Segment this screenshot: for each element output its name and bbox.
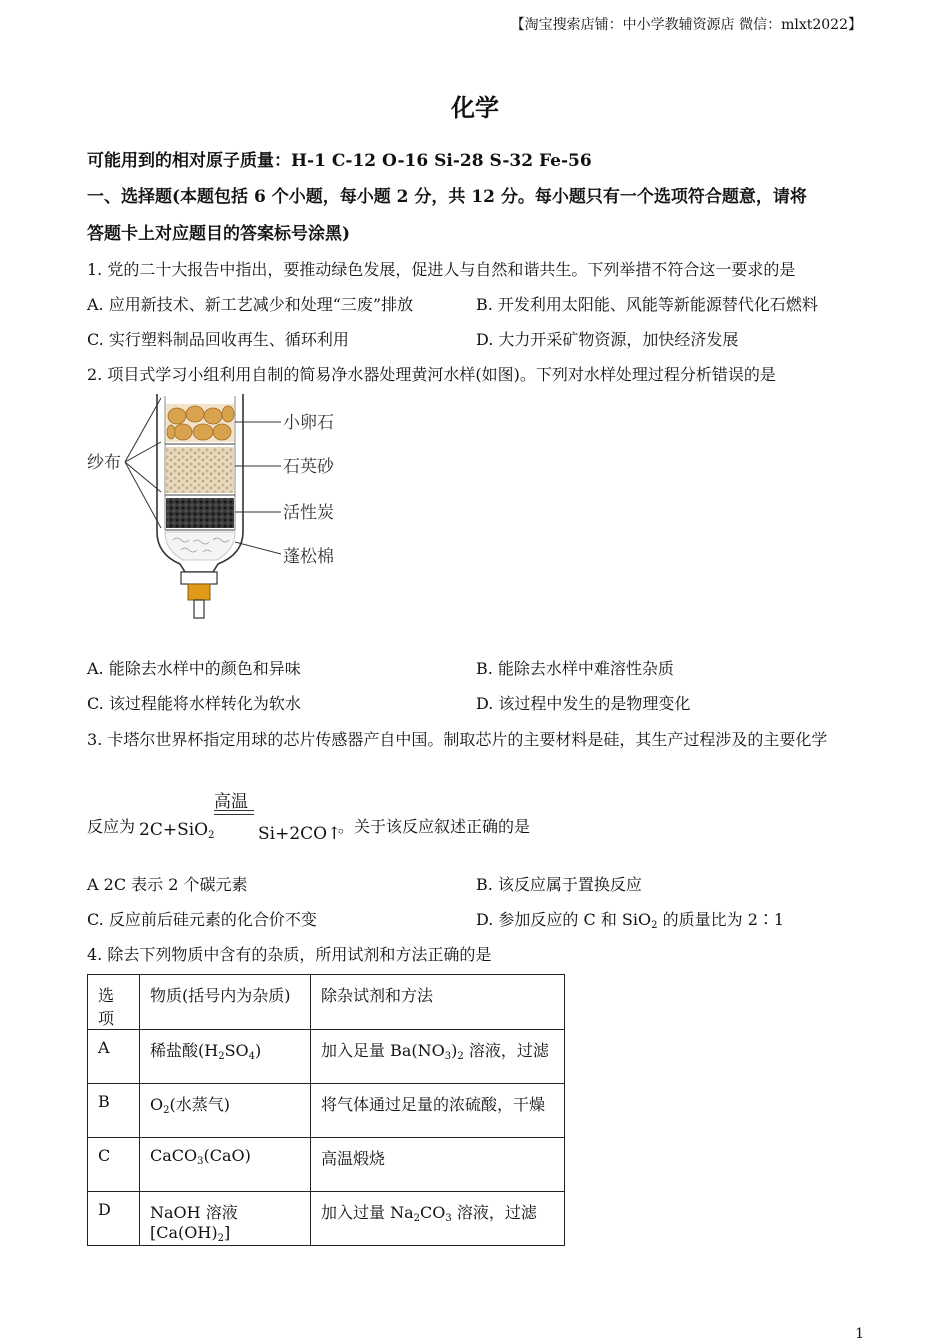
label-sand: 石英砂 xyxy=(283,457,334,477)
table-row xyxy=(88,1192,565,1246)
q1-option-b: B. 开发利用太阳能、风能等新能源替代化石燃料 xyxy=(476,295,818,314)
impurity-table xyxy=(87,974,565,1246)
section-heading-line2: 答题卡上对应题目的答案标号涂黑) xyxy=(87,224,351,244)
header-option: 选项 xyxy=(88,975,140,1030)
q1-option-c: C. 实行塑料制品回收再生、循环利用 xyxy=(87,330,349,349)
label-pebble: 小卵石 xyxy=(283,413,334,433)
page-title: 化学 xyxy=(451,93,499,122)
row-method: 加入过量 $Na_2CO_3$ 溶液，过滤 xyxy=(311,1192,565,1246)
q3-option-a: A 2C 表示 2 个碳元素 xyxy=(87,875,248,894)
q2-option-a: A. 能除去水样中的颜色和异味 xyxy=(87,659,301,678)
q1-stem: 1. 党的二十大报告中指出，要推动绿色发展，促进人与自然和谐共生。下列举措不符合这一要求的是 xyxy=(87,260,796,279)
q3-option-b: B. 该反应属于置换反应 xyxy=(476,875,642,894)
equation-sign-bottom xyxy=(214,814,254,815)
cotton-layer xyxy=(165,532,235,560)
equation-condition: 高温 xyxy=(214,792,248,812)
q1-option-d: D. 大力开采矿物资源，加快经济发展 xyxy=(476,330,739,349)
row-method: 高温煅烧 xyxy=(311,1138,565,1192)
water-filter-diagram xyxy=(85,392,355,624)
equation-sign-top xyxy=(214,810,254,811)
equation-lhs: 2C+SiO$_2$ xyxy=(139,820,215,841)
row-option: C xyxy=(88,1138,140,1192)
header-substance: 物质(括号内为杂质) xyxy=(140,975,311,1030)
q3-option-d: D. 参加反应的 C 和 SiO$_2$ 的质量比为 2∶1 xyxy=(476,910,785,931)
label-carbon: 活性炭 xyxy=(283,503,334,523)
table-row xyxy=(88,1084,565,1138)
label-cotton: 蓬松棉 xyxy=(283,547,334,567)
q2-stem: 2. 项目式学习小组利用自制的简易净水器处理黄河水样(如图)。下列对水样处理过程分析错误的是 xyxy=(87,365,776,384)
header-method: 除杂试剂和方法 xyxy=(311,975,565,1030)
row-substance: $O_2$(水蒸气) xyxy=(140,1084,311,1138)
q3-stem: 3. 卡塔尔世界杯指定用球的芯片传感器产自中国。制取芯片的主要材料是硅，其生产过程涉及的主要化学 xyxy=(87,730,828,749)
row-substance: NaOH 溶液$[Ca(OH)_2]$ xyxy=(140,1192,311,1246)
equation-rhs: Si+2CO↑ xyxy=(258,824,342,844)
carbon-layer xyxy=(166,498,234,528)
bottle-cap xyxy=(188,584,210,600)
row-substance: CaCO$_3$(CaO) xyxy=(140,1138,311,1192)
row-method: 加入足量 $Ba(NO_3)_2$ 溶液，过滤 xyxy=(311,1030,565,1084)
header-note: 【淘宝搜索店铺：中小学教辅资源店 微信：mlxt2022】 xyxy=(510,17,862,33)
page-number: 1 xyxy=(855,1326,864,1342)
q2-option-b: B. 能除去水样中难溶性杂质 xyxy=(476,659,674,678)
atomic-mass-line: 可能用到的相对原子质量：H-1 C-12 O-16 Si-28 S-32 Fe-56 xyxy=(87,151,592,171)
row-option: D xyxy=(88,1192,140,1246)
q4-stem: 4. 除去下列物质中含有的杂质，所用试剂和方法正确的是 xyxy=(87,945,492,964)
table-header-row xyxy=(88,975,565,1030)
section-heading-line1: 一、选择题(本题包括 6 个小题，每小题 2 分，共 12 分。每小题只有一个选项符合题意，请将 xyxy=(87,187,807,207)
row-substance: 稀盐酸$(H_2SO_4)$ xyxy=(140,1030,311,1084)
q1-option-a: A. 应用新技术、新工艺减少和处理“三废”排放 xyxy=(87,295,414,314)
row-option: B xyxy=(88,1084,140,1138)
q3-option-c: C. 反应前后硅元素的化合价不变 xyxy=(87,910,317,929)
q2-option-d: D. 该过程中发生的是物理变化 xyxy=(476,694,691,713)
row-method: 将气体通过足量的浓硫酸，干燥 xyxy=(311,1084,565,1138)
row-option: A xyxy=(88,1030,140,1084)
table-row xyxy=(88,1030,565,1084)
q3-post: 。关于该反应叙述正确的是 xyxy=(338,817,531,836)
q2-option-c: C. 该过程能将水样转化为软水 xyxy=(87,694,301,713)
sand-layer xyxy=(166,447,234,493)
label-gauze: 纱布 xyxy=(87,453,121,473)
table-row xyxy=(88,1138,565,1192)
q3-pre: 反应为 xyxy=(87,817,136,836)
